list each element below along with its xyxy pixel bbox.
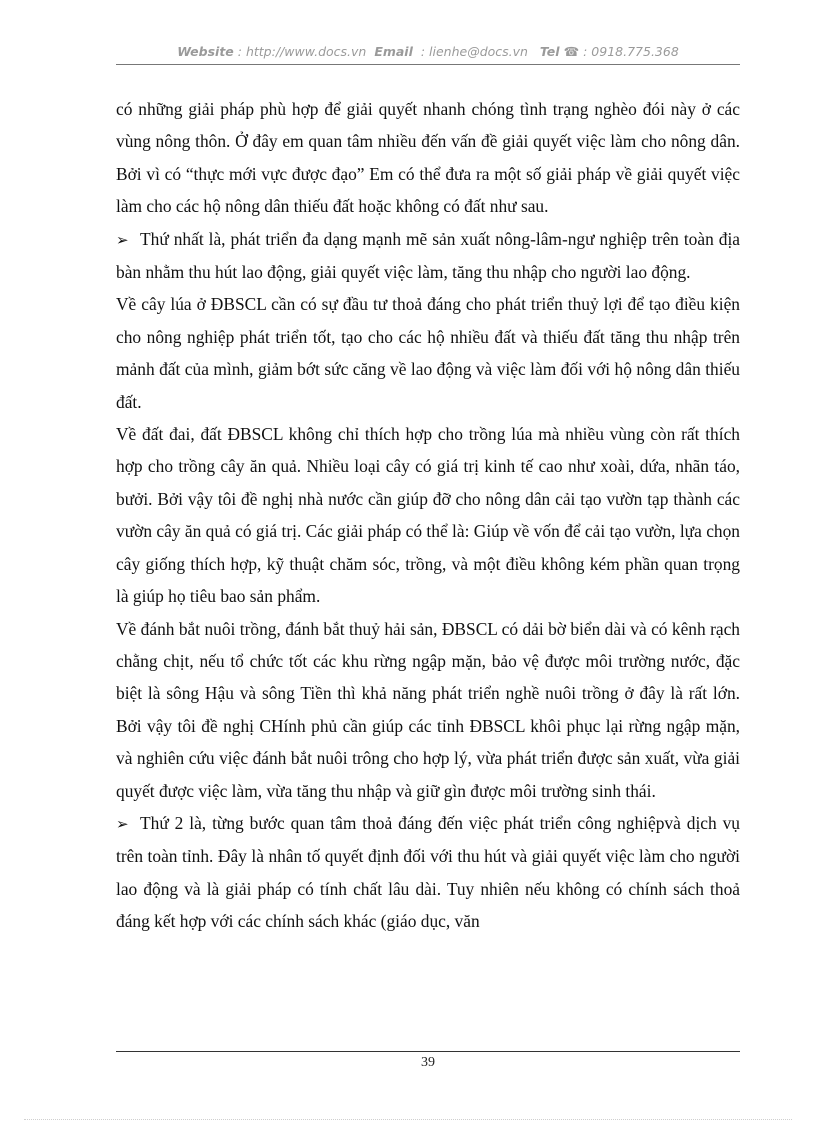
paragraph-intro: có những giải pháp phù hợp để giải quyết nhanh chóng tình trạng nghèo đói này ở các vùng nông thôn. Ở đây em quan tâm nhiều đến vấn đề giải quyết việc làm cho nông dân. Bởi vì có “thực mới vực được đạo” Em có thể đưa ra một số giải pháp về giải quyết việc làm cho các hộ nông dân thiếu đất hoặc không có đất như sau.	[116, 99, 740, 217]
paragraph-rice: Về cây lúa ở ĐBSCL cần có sự đầu tư thoả đáng cho phát triển thuỷ lợi để tạo điều kiện cho nông nghiệp phát triển tốt, tạo cho các hộ nhiều đất và thiếu đất tăng thu nhập trên mảnh đất của mình, giảm bớt sức căng về lao động và việc làm đối với hộ nông dân thiếu đất.	[116, 294, 740, 412]
tel-value: : 0918.775.368	[583, 44, 679, 59]
arrow-bullet-icon: ➢	[116, 814, 129, 833]
page-header	[116, 44, 740, 59]
bullet-paragraph-second-solution	[116, 807, 740, 938]
bullet-text: Thứ nhất là, phát triển đa dạng mạnh mẽ sản xuất nông-lâm-ngư nghiệp trên toàn địa bàn nhằm thu hút lao động, giải quyết việc làm, tăng thu nhập cho người lao động.	[116, 228, 740, 283]
bullet-text: Thứ 2 là, từng bước quan tâm thoả đáng đến việc phát triển công nghiệpvà dịch vụ trên toàn tỉnh. Đây là nhân tố quyết định đối với thu hút và giải quyết việc làm cho người lao động và là giải pháp có tính chất lâu dài. Tuy nhiên nếu không có chính sách thoả đáng kết hợp với các chính sách khác (giáo dục, văn	[116, 812, 740, 932]
page-edge-dotted-line	[24, 1119, 792, 1120]
header-divider	[116, 64, 740, 65]
arrow-bullet-icon: ➢	[116, 230, 129, 249]
footer-divider	[116, 1051, 740, 1052]
tel-label: Tel	[539, 44, 560, 59]
paragraph-fishery: Về đánh bắt nuôi trồng, đánh bắt thuỷ hải sản, ĐBSCL có dải bờ biển dài và có kênh rạch chằng chịt, nếu tổ chức tốt các khu rừng ngập mặn, bảo vệ được môi trường nước, đặc biệt là sông Hậu và sông Tiền thì khả năng phát triển nghề nuôi trồng ở đây là rất lớn. Bởi vậy tôi đề nghị CHính phủ cần giúp các tỉnh ĐBSCL khôi phục lại rừng ngập mặn, và nghiên cứu việc đánh bắt nuôi trông cho hợp lý, vừa phát triển được sản xuất, vừa giải quyết được việc làm, vừa tăng thu nhập và giữ gìn được môi trường sinh thái.	[116, 618, 740, 801]
website-value: : http://www.docs.vn	[237, 44, 367, 59]
phone-icon: ☎	[563, 44, 580, 59]
document-body	[116, 93, 740, 938]
email-value: : lienhe@docs.vn	[420, 44, 528, 59]
website-label: Website	[177, 44, 234, 59]
paragraph-land: Về đất đai, đất ĐBSCL không chỉ thích hợp cho trồng lúa mà nhiều vùng còn rất thích hợp cho trồng cây ăn quả. Nhiều loại cây có giá trị kinh tế cao như xoài, dứa, nhãn táo, bưởi. Bởi vậy tôi đề nghị nhà nước cần giúp đỡ cho nông dân cải tạo vườn tạp thành các vườn cây ăn quả có giá trị. Các giải pháp có thể là: Giúp về vốn để cải tạo vườn, lựa chọn cây giống thích hợp, kỹ thuật chăm sóc, trồng, và một điều không kém phần quan trọng là giúp họ tiêu bao sản phẩm.	[116, 424, 740, 607]
email-label: Email	[374, 44, 413, 59]
bullet-paragraph-first-solution	[116, 223, 740, 289]
page-number: 39	[421, 1055, 435, 1070]
